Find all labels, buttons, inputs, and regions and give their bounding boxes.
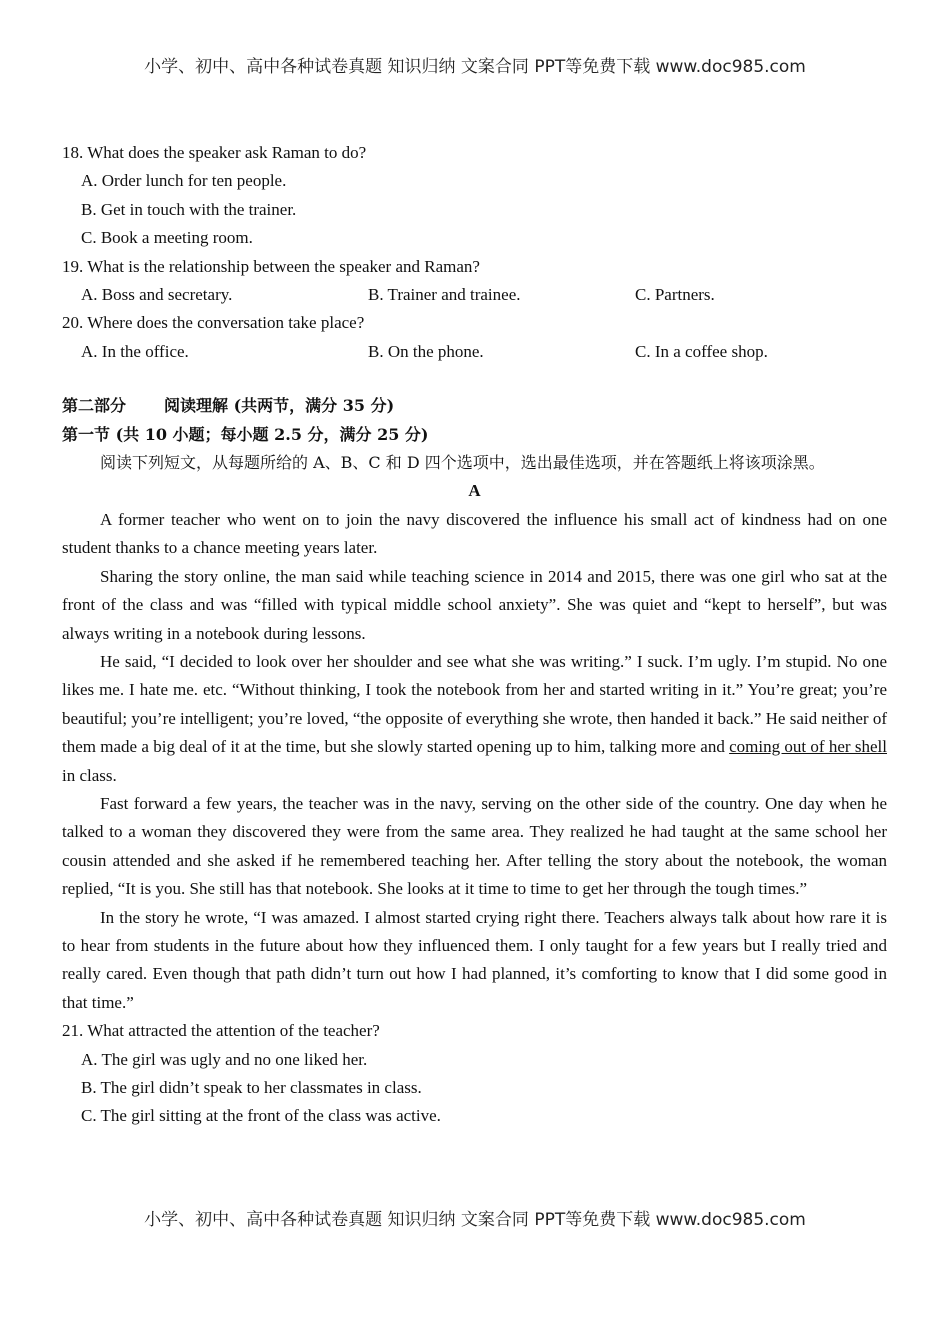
section-one-heading: 第一节 (共 10 小题；每小题 2.5 分，满分 25 分) <box>62 424 429 444</box>
question-20-option-c: C. In a coffee shop. <box>635 341 768 361</box>
question-19-option-b: B. Trainer and trainee. <box>368 285 521 305</box>
underlined-phrase: coming out of her shell <box>729 737 887 757</box>
question-20-option-a: A. In the office. <box>81 341 189 361</box>
part-two-label: 第二部分 <box>62 396 127 416</box>
exam-content <box>62 139 887 1131</box>
question-19-options <box>62 281 887 309</box>
question-20-option-b: B. On the phone. <box>368 341 484 361</box>
question-20-stem: 20. Where does the conversation take place? <box>62 313 365 333</box>
question-20-options <box>62 338 887 366</box>
paragraph-3-text: He said, “I decided to look over her shoulder and see what she was writing.” I suck. I’m ugly. I’m stupid. No one likes me. I hate me. etc. “Without thinking, I took the notebook from her and started writing in it.” You’re great; you’re beautiful; you’re intelligent; you’re loved, “the opposite of everything she wrote, then handed it back.” He said neither of them made a big deal of it at the time, but she slowly started opening up to him, talking more and <box>62 651 887 757</box>
question-21-option-c: C. The girl sitting at the front of the class was active. <box>81 1106 441 1126</box>
part-two-heading <box>62 392 887 420</box>
passage-paragraph-2: Sharing the story online, the man said while teaching science in 2014 and 2015, there was one girl who sat at the front of the class and was “filled with typical middle school anxiety”. She was quiet and “kept to herself”, but was always writing in a notebook during lessons. <box>62 566 887 643</box>
passage-paragraph-1: A former teacher who went on to join the navy discovered the influence his small act of kindness had on one student thanks to a chance meeting years later. <box>62 509 887 558</box>
question-21-option-b: B. The girl didn’t speak to her classmates in class. <box>81 1078 422 1097</box>
question-19-option-c: C. Partners. <box>635 285 715 305</box>
question-18-option-c: C. Book a meeting room. <box>81 228 253 248</box>
passage-paragraph-4: Fast forward a few years, the teacher was in the navy, serving on the other side of the country. One day when he talked to a woman they discovered they were from the same area. They realized he had taught at the same school her cousin attended and she asked if he remembered teaching her. After telling the story about the notebook, the woman replied, “It is you. She still has that notebook. She looks at it time to time to get her through the tough times.” <box>62 793 887 899</box>
question-18-option-a: A. Order lunch for ten people. <box>81 171 287 191</box>
question-18-option-b: B. Get in touch with the trainer. <box>81 199 297 219</box>
question-21-option-a: A. The girl was ugly and no one liked her. <box>81 1049 368 1069</box>
question-19-stem: 19. What is the relationship between the speaker and Raman? <box>62 256 480 276</box>
passage-paragraph-3 <box>62 648 887 790</box>
question-21-stem: 21. What attracted the attention of the teacher? <box>62 1021 380 1041</box>
part-two-title: 阅读理解 (共两节，满分 35 分) <box>164 396 395 416</box>
paragraph-3-end: in class. <box>62 765 117 785</box>
question-18-stem: 18. What does the speaker ask Raman to do? <box>62 143 367 162</box>
section-one-instruction: 阅读下列短文，从每题所给的 A、B、C 和 D 四个选项中，选出最佳选项，并在答题纸上将该项涂黑。 <box>100 453 825 473</box>
footer-banner: 小学、初中、高中各种试卷真题 知识归纳 文案合同 PPT等免费下载 www.doc985.com <box>144 1210 806 1230</box>
question-19-option-a: A. Boss and secretary. <box>81 285 233 305</box>
passage-paragraph-5: In the story he wrote, “I was amazed. I almost started crying right there. Teachers always talk about how rare it is to hear from students in the future about how they influenced them. I only taught for a few years but I really tried and really cared. Even though that path didn’t turn out how I had planned, it’s comforting to know that I did some good in that time.” <box>62 907 887 1012</box>
passage-letter: A <box>468 481 481 501</box>
header-banner: 小学、初中、高中各种试卷真题 知识归纳 文案合同 PPT等免费下载 www.doc985.com <box>144 57 806 77</box>
